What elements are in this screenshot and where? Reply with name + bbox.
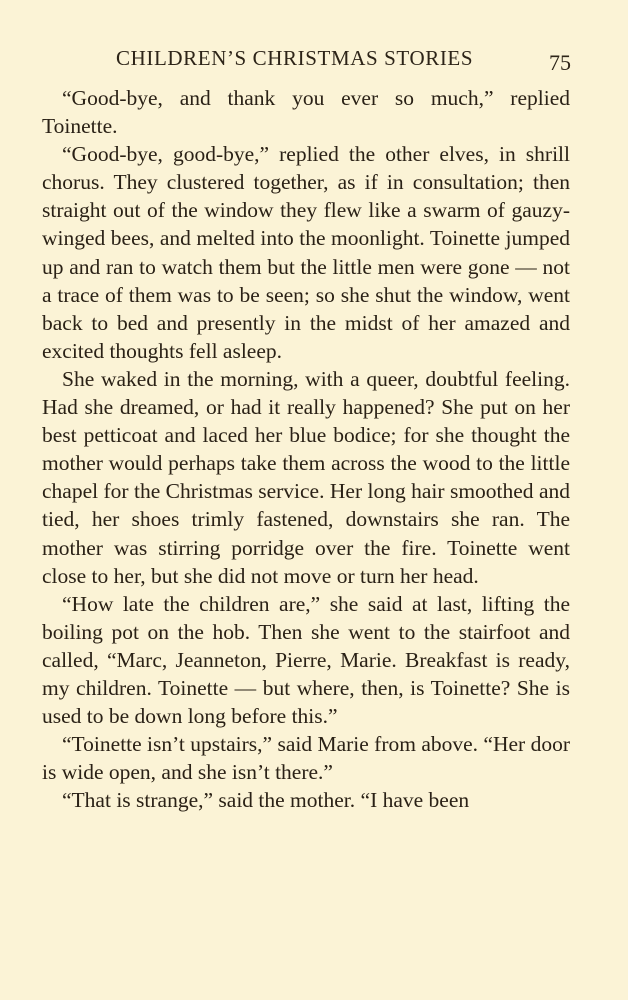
paragraph: “Good-bye, good-bye,” replied the other elves, in shrill chorus. They clustered together, as if in consultation; then straight out of the window they flew like a swarm of gauzy-winged bees, and melted into the moonlight. Toinette jumped up and ran to watch them but the little men were gone — not a trace of them was to be seen; so she shut the window, went back to bed and presently in the midst of her amazed and excited thoughts fell asleep. [42,142,570,363]
paragraph: She waked in the morning, with a queer, doubtful feeling. Had she dreamed, or had it really happened? She put on her best petticoat and laced her blue bodice; for she thought the mother would perhaps take them across the wood to the little chapel for the Christmas service. Her long hair smoothed and tied, her shoes trimly fastened, downstairs she ran. The mother was stirring porridge over the fire. Toinette went close to her, but she did not move or turn her head. [42,366,570,588]
paragraph: “Good-bye, and thank you ever so much,” replied Toinette. [42,86,570,139]
paragraph: “Toinette isn’t upstairs,” said Marie from above. “Her door is wide open, and she isn’t there.” [42,732,570,785]
page-number: 75 [549,50,571,75]
paragraph: “How late the children are,” she said at last, lifting the boiling pot on the hob. Then she went to the stairfoot and called, “Marc, Jeanneton, Pierre, Marie. Breakfast is ready, my children. Toinette — but where, then, is Toinette? She is used to be down long before this.” [42,591,570,729]
body-text [42,84,570,814]
paragraph: “That is strange,” said the mother. “I have been [62,788,470,813]
running-title: CHILDREN’S CHRISTMAS STORIES [116,46,474,70]
page-header [0,44,628,84]
